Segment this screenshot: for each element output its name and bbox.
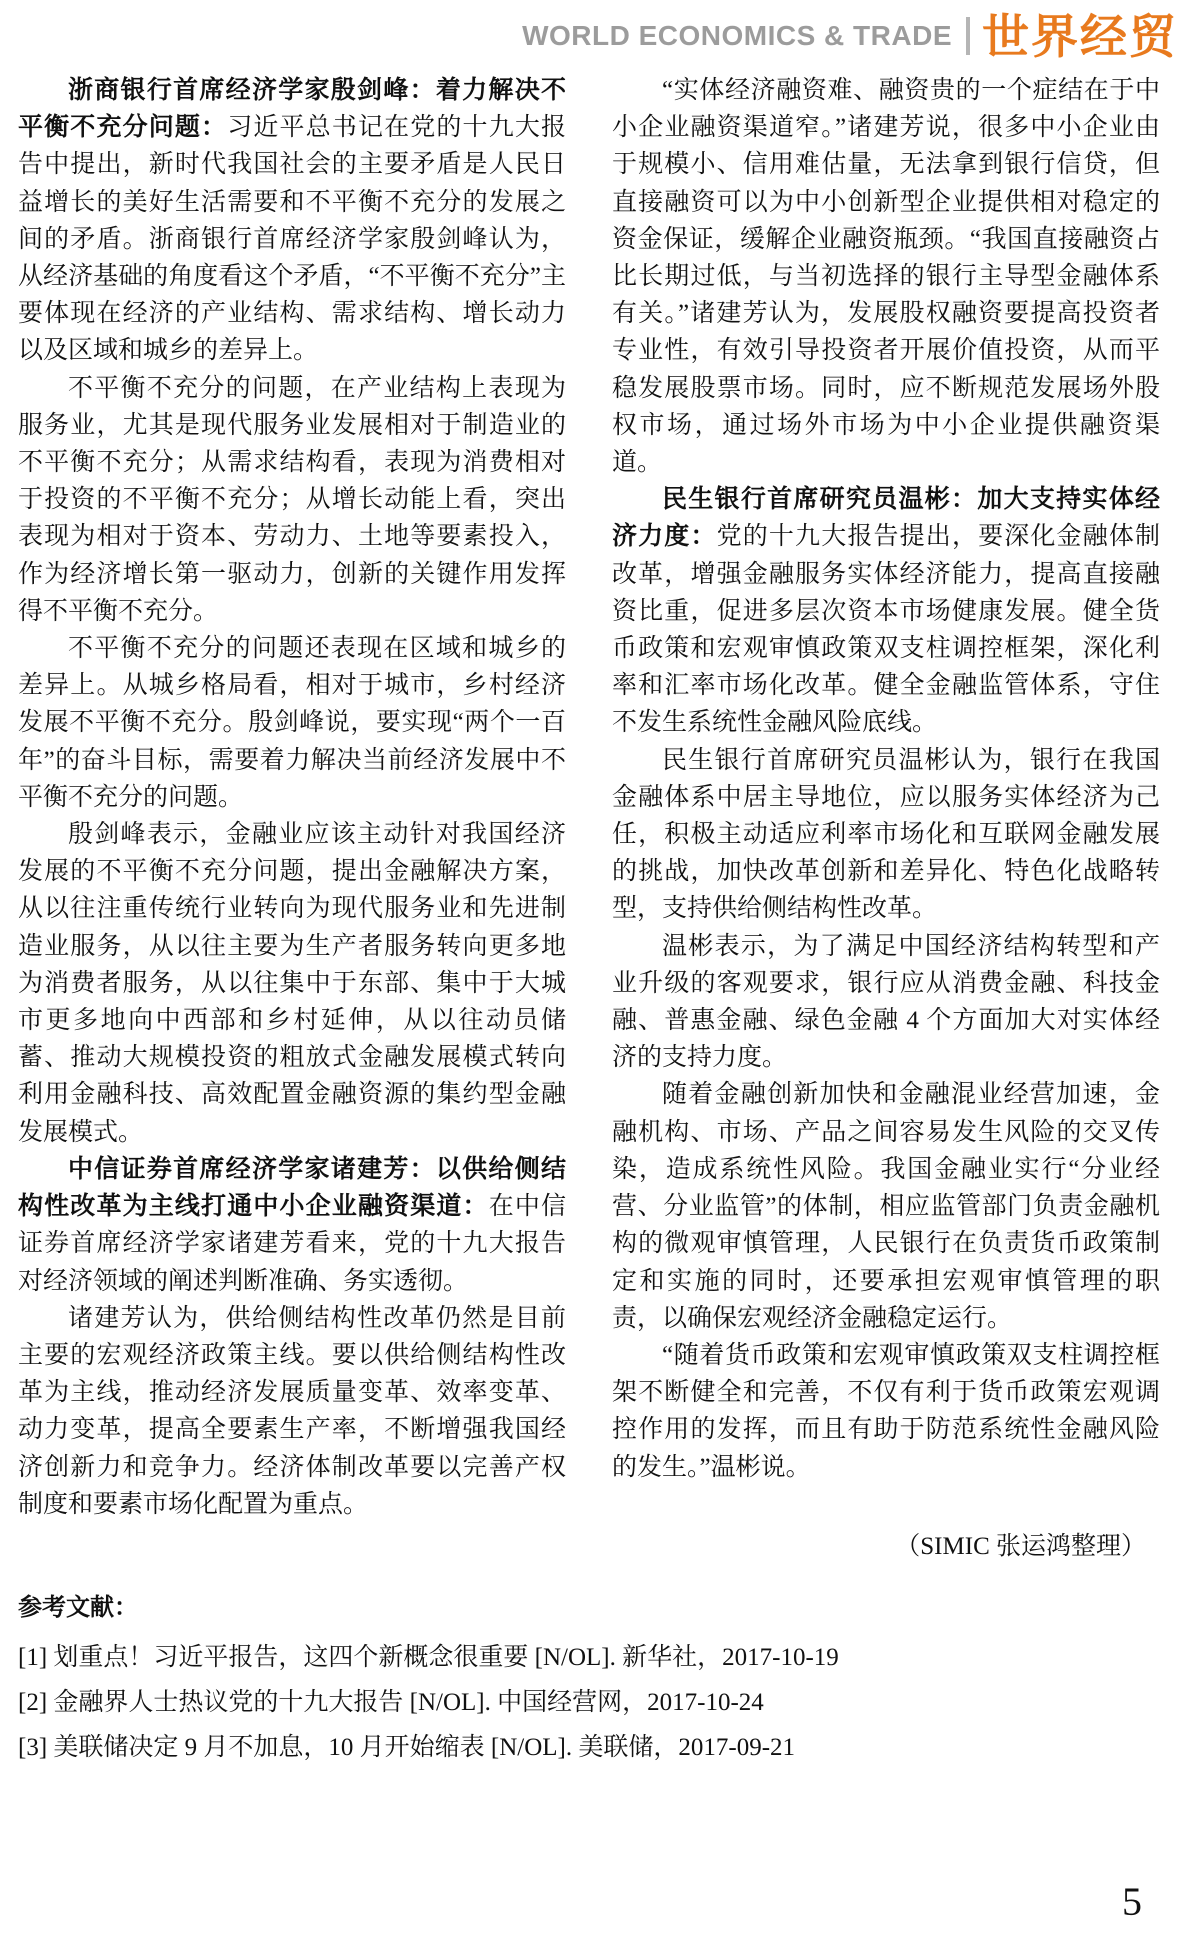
paragraph-text: 温彬表示，为了满足中国经济结构转型和产业升级的客观要求，银行应从消费金融、科技金融、普惠金融、绿色金融 4 个方面加大对实体经济的支持力度。: [612, 932, 1160, 1072]
paragraph: [612, 928, 1160, 1077]
paragraph-text: 习近平总书记在党的十九大报告中提出，新时代我国社会的主要矛盾是人民日益增长的美好生活需要和不平衡不充分的发展之间的矛盾。浙商银行首席经济学家殷剑峰认为，从经济基础的角度看这个矛盾，“不平衡不充分”主要体现在经济的产业结构、需求结构、增长动力以及区域和城乡的差异上。: [18, 114, 566, 365]
paragraph: [612, 1337, 1160, 1486]
reference-item: [1] 划重点！习近平报告，这四个新概念很重要 [N/OL]. 新华社，2017-10-19: [18, 1643, 839, 1671]
paragraph-text: “实体经济融资难、融资贵的一个症结在于中小企业融资渠道窄。”诸建芳说，很多中小企业由于规模小、信用难估量，无法拿到银行信贷，但直接融资可以为中小创新型企业提供相对稳定的资金保证，缓解企业融资瓶颈。“我国直接融资占比长期过低，与当初选择的银行主导型金融体系有关。”诸建芳认为，发展股权融资要提高投资者专业性，有效引导投资者开展价值投资，从而平稳发展股票市场。同时，应不断规范发展场外股权市场，通过场外市场为中小企业提供融资渠道。: [612, 77, 1160, 477]
paragraph-text: “随着货币政策和宏观审慎政策双支柱调控框架不断健全和完善，不仅有利于货币政策宏观调控作用的发挥，而且有助于防范系统性金融风险的发生。”温彬说。: [612, 1341, 1160, 1481]
header-title-chinese: 世界经贸: [982, 9, 1178, 63]
references-section: [0, 1565, 1200, 1770]
page-header: [0, 0, 1200, 62]
paragraph-lead: 中信证券首席经济学家诸建芳：以供给侧结构性改革为主线打通中小企业融资渠道：: [18, 1155, 566, 1221]
references-heading: 参考文献：: [18, 1594, 138, 1621]
right-column: [612, 72, 1160, 1565]
left-column: [18, 72, 566, 1565]
paragraph: [612, 742, 1160, 928]
paragraph: [18, 72, 566, 370]
paragraph-lead: 浙商银行首席经济学家殷剑峰：着力解决不平衡不充分问题：: [18, 77, 566, 142]
paragraph: [18, 370, 566, 630]
paragraph: [18, 1151, 566, 1300]
paragraph: [18, 816, 566, 1151]
paragraph: [612, 481, 1160, 741]
reference-item: [2] 金融界人士热议党的十九大报告 [N/OL]. 中国经营网，2017-10-24: [18, 1688, 764, 1716]
paragraph-lead: 民生银行首席研究员温彬：加大支持实体经济力度：: [612, 486, 1160, 551]
paragraph-text: 不平衡不充分的问题，在产业结构上表现为服务业，尤其是现代服务业发展相对于制造业的不平衡不充分；从需求结构看，表现为消费相对于投资的不平衡不充分；从增长动能上看，突出表现为相对于资本、劳动力、土地等要素投入，作为经济增长第一驱动力，创新的关键作用发挥得不平衡不充分。: [18, 374, 566, 625]
article-byline: （SIMIC 张运鸿整理）: [895, 1532, 1146, 1560]
paragraph-text: 随着金融创新加快和金融混业经营加速，金融机构、市场、产品之间容易发生风险的交叉传染，造成系统性风险。我国金融业实行“分业经营、分业监管”的体制，相应监管部门负责金融机构的微观审慎管理，人民银行在负责货币政策制定和实施的同时，还要承担宏观审慎管理的职责，以确保宏观经济金融稳定运行。: [612, 1081, 1160, 1332]
header-title-english: WORLD ECONOMICS & TRADE: [522, 20, 952, 51]
paragraph-text: 不平衡不充分的问题还表现在区域和城乡的差异上。从城乡格局看，相对于城市，乡村经济发展不平衡不充分。殷剑峰说，要实现“两个一百年”的奋斗目标，需要着力解决当前经济发展中不平衡不充分的问题。: [18, 635, 566, 811]
paragraph-text: 殷剑峰表示，金融业应该主动针对我国经济发展的不平衡不充分问题，提出金融解决方案，从以往注重传统行业转向为现代服务业和先进制造业服务，从以往主要为生产者服务转向更多地为消费者服务，从以往集中于东部、集中于大城市更多地向中西部和乡村延伸，从以往动员储蓄、推动大规模投资的粗放式金融发展模式转向利用金融科技、高效配置金融资源的集约型金融发展模式。: [18, 821, 566, 1146]
paragraph: [612, 1076, 1160, 1336]
paragraph-text: 民生银行首席研究员温彬认为，银行在我国金融体系中居主导地位，应以服务实体经济为己任，积极主动适应利率市场化和互联网金融发展的挑战，加快改革创新和差异化、特色化战略转型，支持供给侧结构性改革。: [612, 746, 1160, 923]
header-divider: [966, 17, 970, 55]
page-number: 5: [1122, 1879, 1142, 1924]
paragraph-text: 党的十九大报告提出，要深化金融体制改革，增强金融服务实体经济能力，提高直接融资比重，促进多层次资本市场健康发展。健全货币政策和宏观审慎政策双支柱调控框架，深化利率和汇率市场化改革。健全金融监管体系，守住不发生系统性金融风险底线。: [612, 523, 1160, 737]
paragraph: [18, 1300, 566, 1523]
reference-item: [3] 美联储决定 9 月不加息，10 月开始缩表 [N/OL]. 美联储，2017-09-21: [18, 1733, 796, 1761]
article-columns: [0, 62, 1200, 1565]
paragraph-text: 在中信证券首席经济学家诸建芳看来，党的十九大报告对经济领域的阐述判断准确、务实透彻。: [18, 1193, 566, 1295]
paragraph: [612, 72, 1160, 481]
paragraph: [18, 630, 566, 816]
paragraph-text: 诸建芳认为，供给侧结构性改革仍然是目前主要的宏观经济政策主线。要以供给侧结构性改革为主线，推动经济发展质量变革、效率变革、动力变革，提高全要素生产率，不断增强我国经济创新力和竞争力。经济体制改革要以完善产权制度和要素市场化配置为重点。: [18, 1304, 566, 1518]
